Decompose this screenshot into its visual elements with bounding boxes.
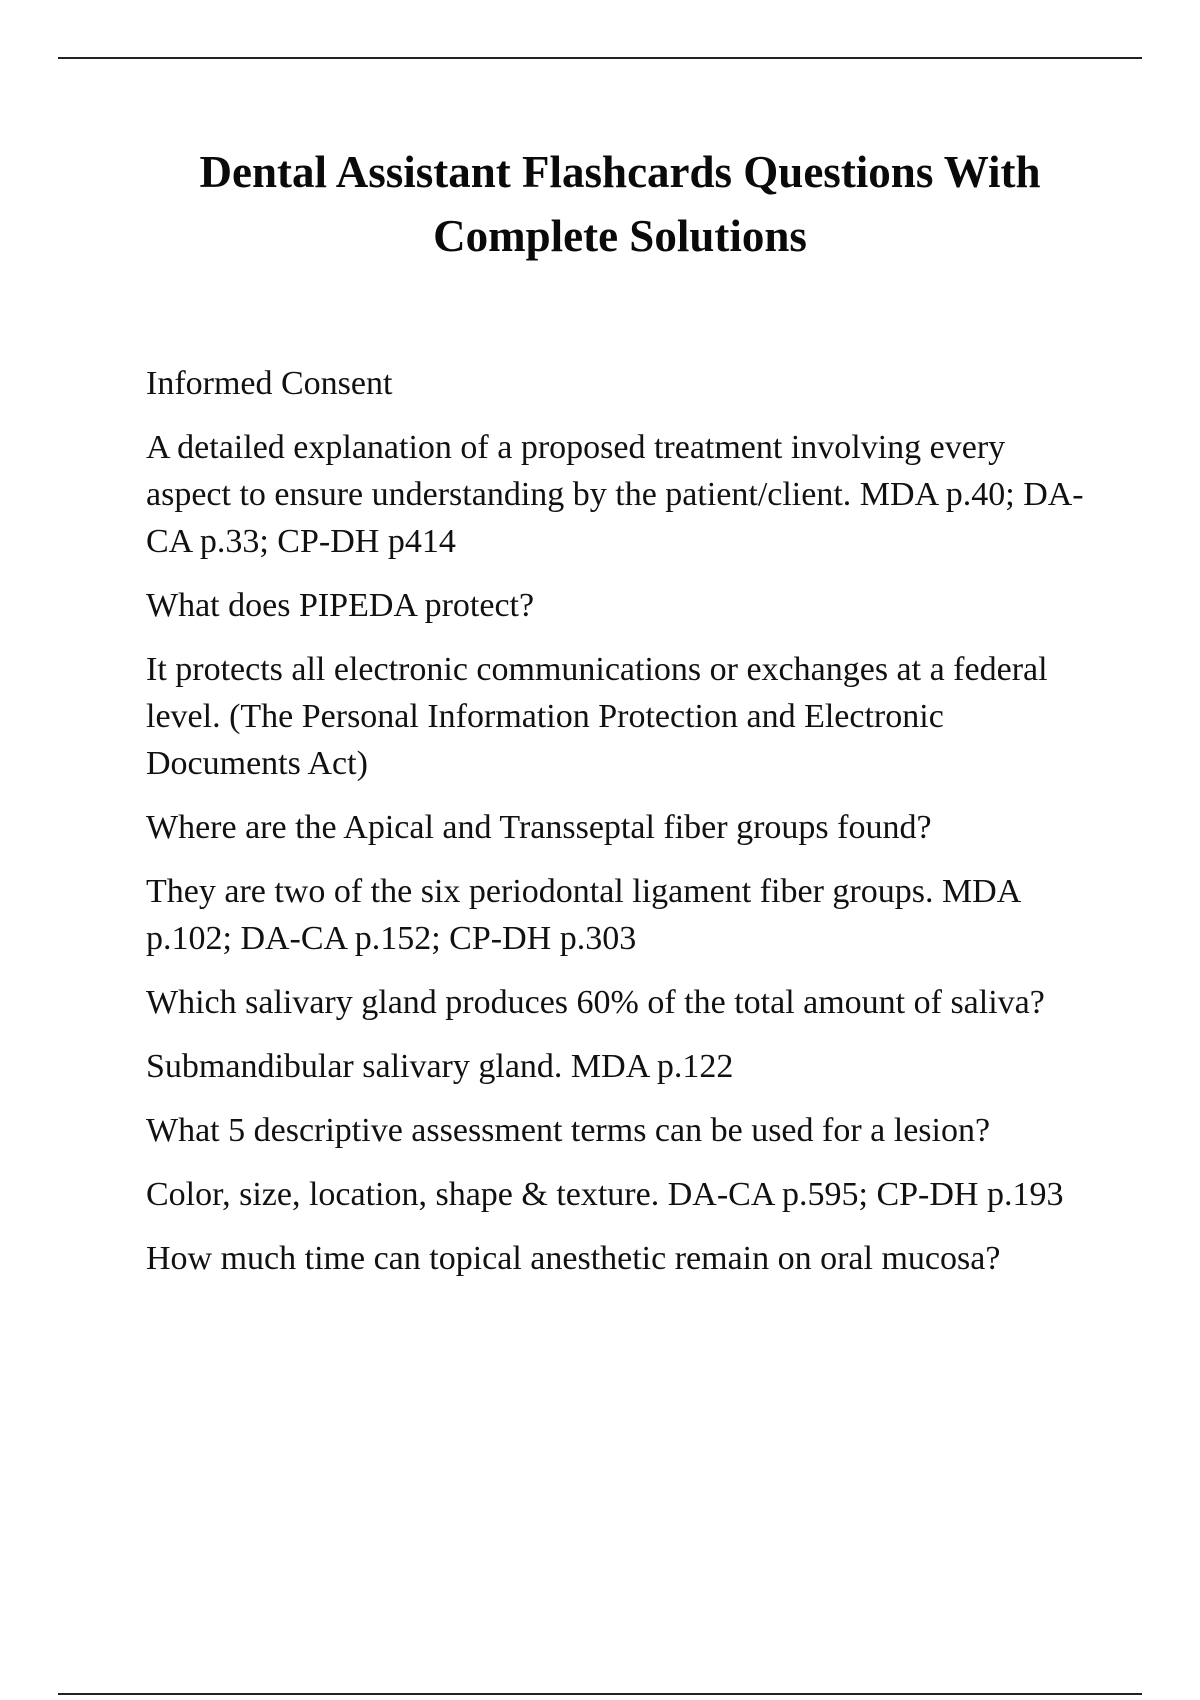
flashcard-question: Informed Consent xyxy=(146,365,393,402)
flashcard-answer: Submandibular salivary gland. MDA p.122 xyxy=(146,1048,734,1085)
flashcard-question: Which salivary gland produces 60% of the total amount of saliva? xyxy=(146,984,1045,1021)
flashcard-question: Where are the Apical and Transseptal fiber groups found? xyxy=(146,809,932,846)
page-title xyxy=(120,140,1120,268)
flashcard-list xyxy=(146,360,1086,1299)
flashcard-answer: A detailed explanation of a proposed treatment involving every aspect to ensure understanding by the patient/client. MDA p.40; DA-CA p.33; CP-DH p414 xyxy=(146,429,1084,560)
top-divider xyxy=(58,57,1142,59)
flashcard-answer: It protects all electronic communications or exchanges at a federal level. (The Personal Information Protection and Electronic Documents Act) xyxy=(146,651,1048,782)
flashcard-question: How much time can topical anesthetic remain on oral mucosa? xyxy=(146,1240,1001,1277)
flashcard-answer: They are two of the six periodontal ligament fiber groups. MDA p.102; DA-CA p.152; CP-DH p.303 xyxy=(146,873,1020,957)
flashcard-answer: Color, size, location, shape & texture. DA-CA p.595; CP-DH p.193 xyxy=(146,1176,1064,1213)
title-line-2: Complete Solutions xyxy=(433,211,807,261)
bottom-divider xyxy=(58,1693,1142,1695)
flashcard-question: What 5 descriptive assessment terms can be used for a lesion? xyxy=(146,1112,991,1149)
flashcard-question: What does PIPEDA protect? xyxy=(146,587,535,624)
title-line-1: Dental Assistant Flashcards Questions With xyxy=(199,147,1041,197)
